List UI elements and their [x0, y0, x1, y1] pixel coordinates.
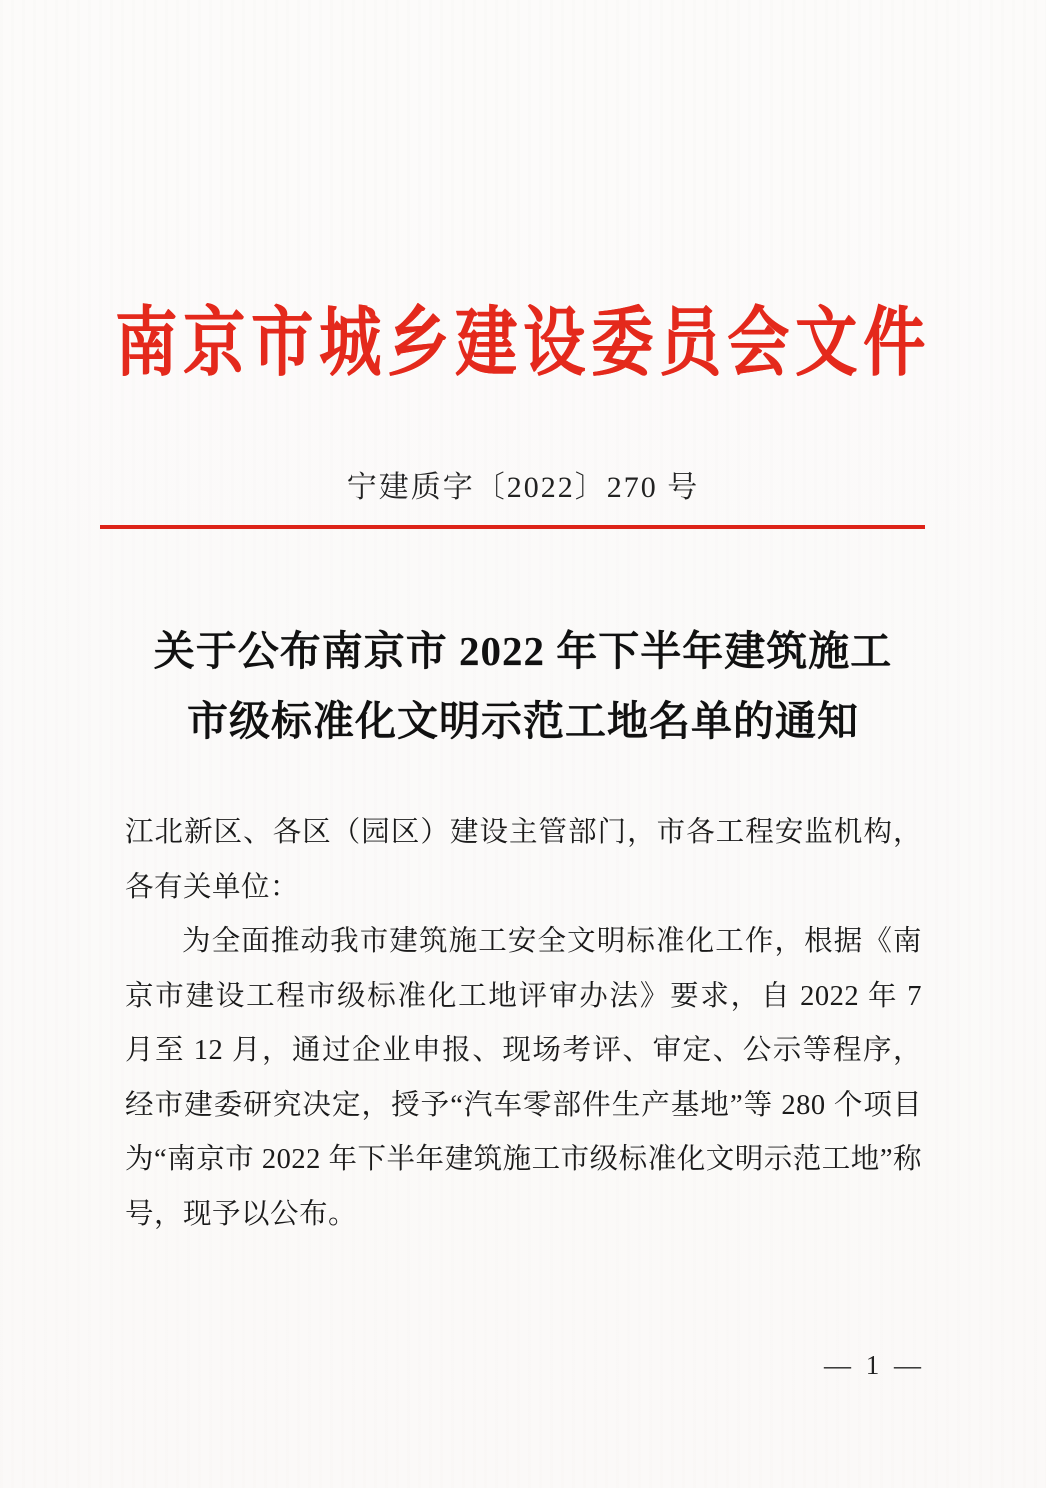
document-title-line1: 关于公布南京市 2022 年下半年建筑施工 — [153, 628, 893, 674]
document-body — [125, 806, 922, 1242]
doc-reference-number: 宁建质字〔2022〕270 号 — [346, 471, 700, 504]
main-paragraph: 为全面推动我市建筑施工安全文明标准化工作，根据《南京市建设工程市级标准化工地评审办法》要求，自 2022 年 7 月至 12 月，通过企业申报、现场考评、审定、公示等程序，经市建委研究决定，授予“汽车零部件生产基地”等 280 个项目为“南京市 2022 年下半年建筑施工市级标准化文明示范工地”称号，现予以公布。 — [125, 926, 922, 1230]
salutation-paragraph: 江北新区、各区（园区）建设主管部门，市各工程安监机构，各有关单位： — [125, 817, 922, 903]
page-number: — 1 — — [824, 1350, 925, 1380]
document-title-line2: 市级标准化文明示范工地名单的通知 — [187, 698, 859, 744]
letterhead-org-title: 南京市城乡建设委员会文件 — [114, 302, 931, 386]
document-title — [0, 616, 1046, 756]
letterhead-divider-rule — [100, 525, 925, 529]
